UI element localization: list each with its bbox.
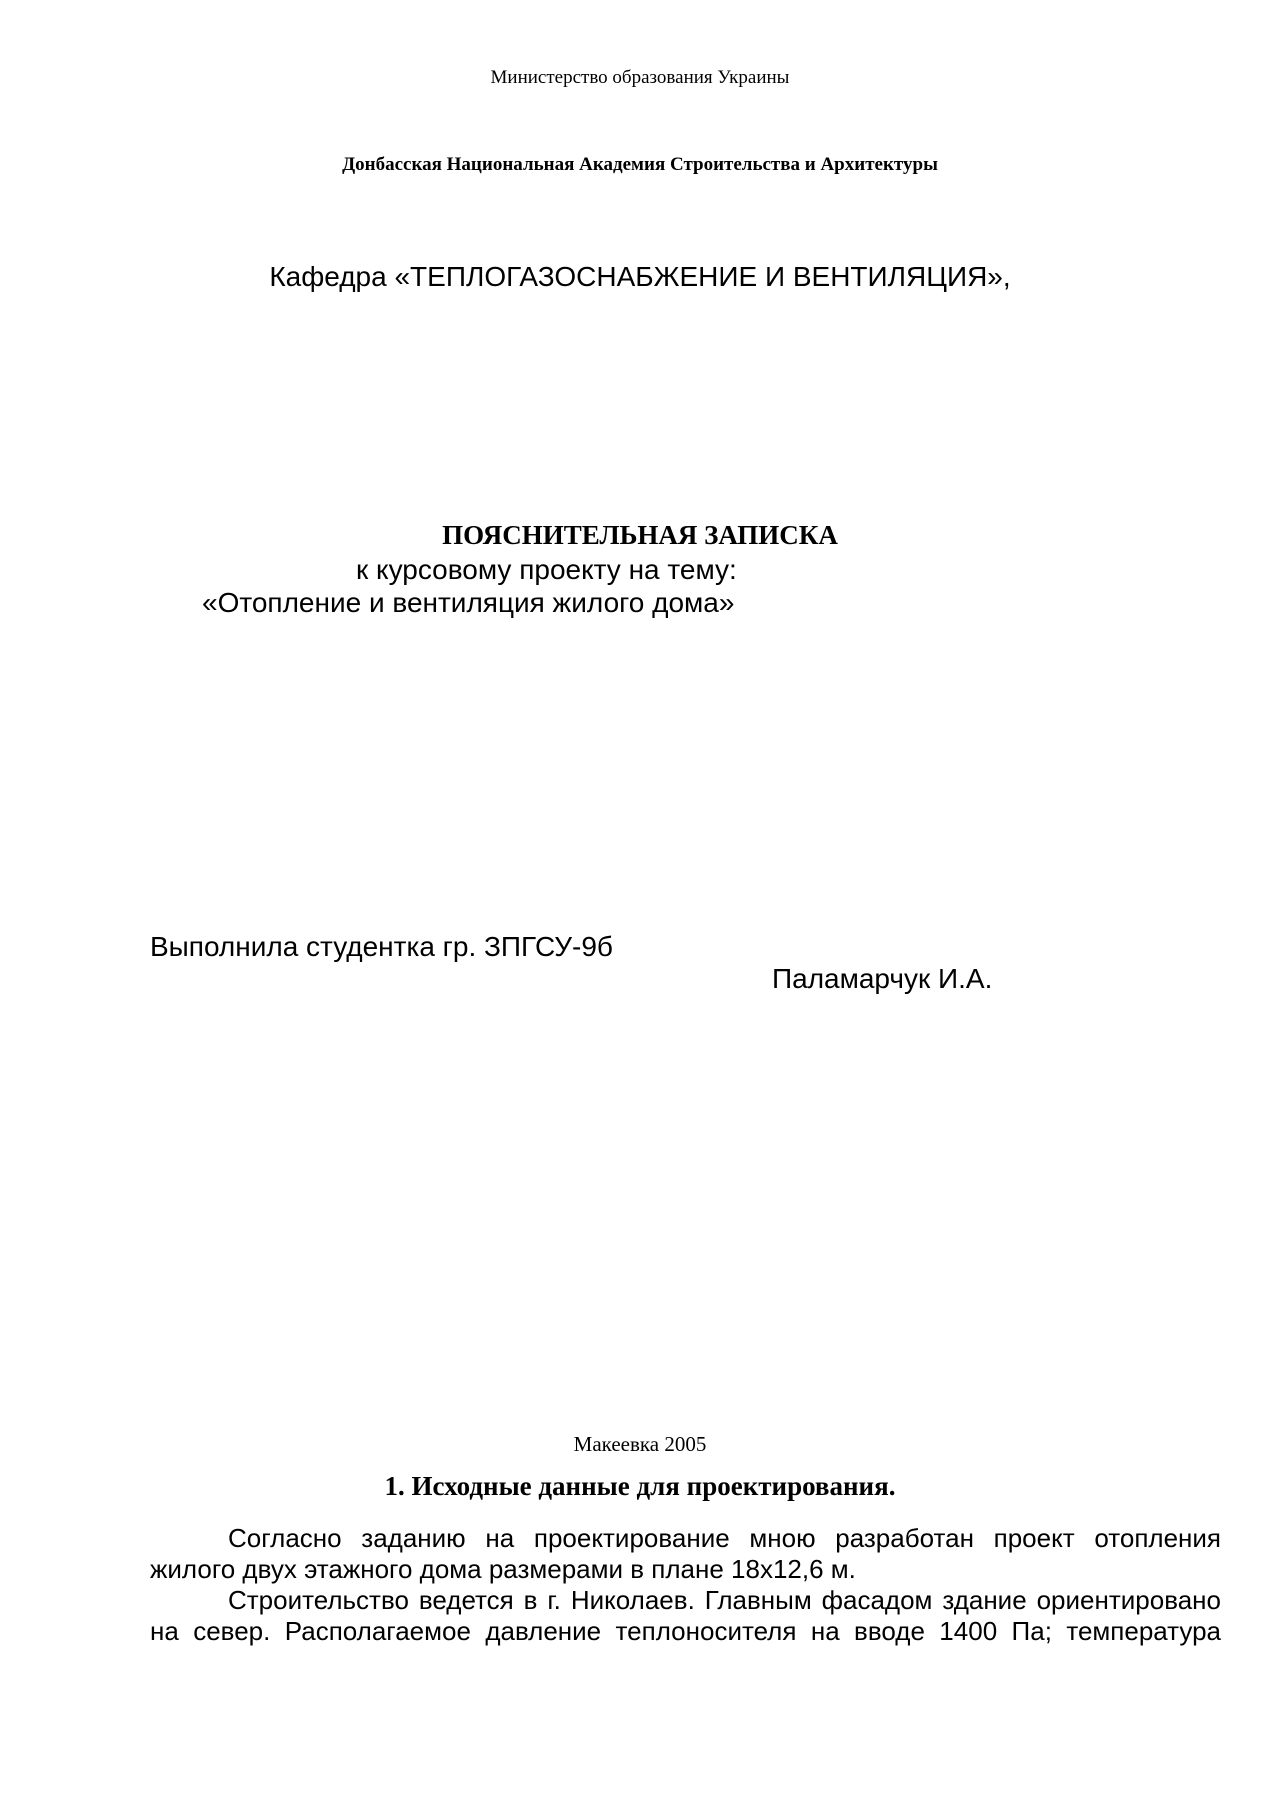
section-heading: 1. Исходные данные для проектирования. — [384, 1471, 896, 1501]
document-subtitle: к курсовому проекту на тему: — [356, 554, 737, 585]
author-name: Паламарчук И.А. — [772, 963, 993, 994]
city-year: Макеевка 2005 — [573, 1432, 707, 1456]
paragraph — [150, 1523, 1221, 1585]
document-title: ПОЯСНИТЕЛЬНАЯ ЗАПИСКА — [442, 520, 838, 550]
department-name: Кафедра «ТЕПЛОГАЗОСНАБЖЕНИЕ И ВЕНТИЛЯЦИЯ», — [269, 261, 1011, 292]
paragraph — [150, 1585, 1221, 1647]
author-line: Выполнила студентка гр. ЗПГСУ-9б — [150, 931, 613, 962]
paragraph-line: Строительство ведется в г. Николаев. Главным фасадом здание ориентировано — [228, 1585, 1221, 1615]
academy-name: Донбасская Национальная Академия Строительства и Архитектуры — [342, 154, 938, 175]
paragraph-line: жилого двух этажного дома размерами в плане 18х12,6 м. — [150, 1554, 856, 1584]
ministry-name: Министерство образования Украины — [490, 67, 790, 88]
paragraph-line: на север. Располагаемое давление теплоносителя на вводе 1400 Па; температура — [150, 1616, 1221, 1646]
project-topic: «Отопление и вентиляция жилого дома» — [202, 587, 735, 618]
paragraph-line: Согласно заданию на проектирование мною разработан проект отопления — [228, 1523, 1221, 1553]
